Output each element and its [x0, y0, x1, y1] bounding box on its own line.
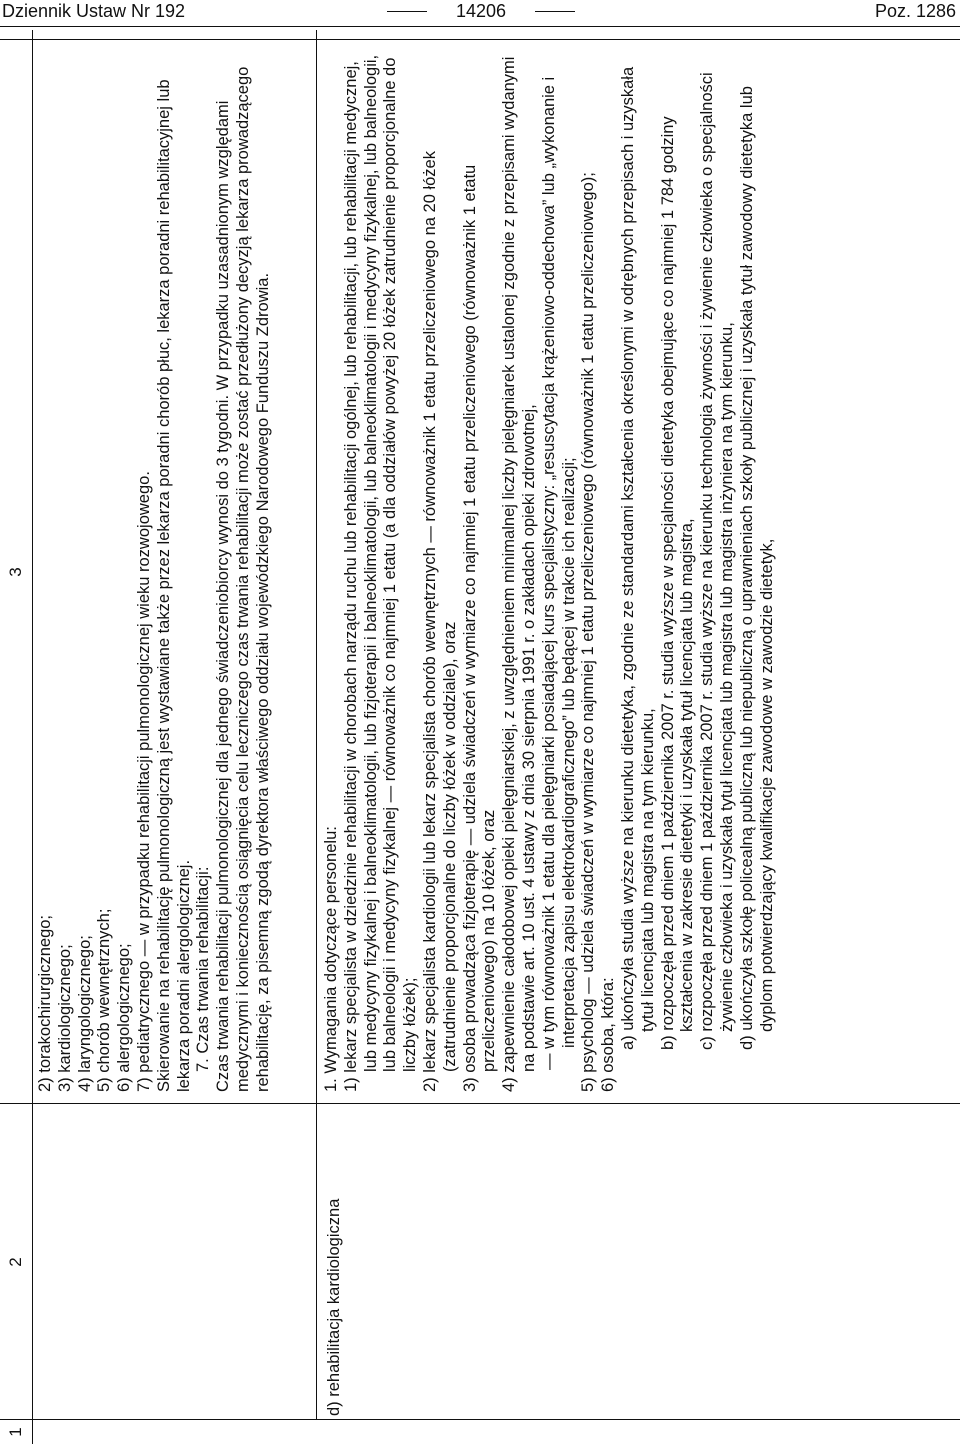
journal-title: Dziennik Ustaw Nr 192 [2, 1, 186, 21]
list-item: b) rozpoczęła przed dniem 1 października 2007 r. studia wyższe w specjalności dietetyka obejmujące co najmniej 1 784 godziny kształcenia w zakresie dietetyki i uzyskała tytuł licencjata lub magistra, [658, 116, 697, 1050]
col-number-2: 2 [6, 1257, 25, 1267]
list-item: 4) laryngologicznego; [75, 935, 94, 1092]
list-item: 5) chorób wewnętrznych; [95, 908, 114, 1092]
list-item: 3) kardiologicznego; [55, 944, 74, 1092]
block-2 [322, 52, 777, 1092]
list-item: c) rozpoczęła przed dniem 1 października 2007 r. studia wyższe na kierunku technologia żywności i żywienie człowieka o specjalności żywienie człowieka i uzyskała tytuł licencjata lub magistra lub magistra inżyniera na tym kierunku, [698, 72, 736, 1050]
list-item: d) ukończyła szkołę policealną publiczną lub niepubliczną o uprawnieniach szkoły publicznej i uzyskała tytuł zawodowy dietetyka lub dyplom potwierdzający kwalifikacje zawodowe w zawodzie dietetyk, [737, 86, 776, 1050]
table-border-right [0, 39, 960, 40]
col-divider-2 [0, 1103, 960, 1104]
list-item: 3) osoba prowadząca fizjoterapię — udziela świadczeń w wymiarze co najmniej 1 etatu przeliczeniowego (równoważnik 1 etatu przeliczeniowego) na 10 łóżek, oraz [460, 164, 499, 1092]
section-heading: 1. Wymagania dotyczące personelu: [322, 826, 340, 1092]
block-1 [36, 52, 274, 1092]
page-number: 14206 [435, 0, 527, 22]
section-heading: 7. Czas trwania rehabilitacji: [194, 866, 213, 1072]
position-number: Poz. 1286 [874, 1, 956, 21]
list-item: a) ukończyła studia wyższe na kierunku dietetyka, zgodnie ze standardami kształcenia określonymi w odrębnych przepisach i uzyskała tytuł licencjata lub magistra na tym kierunku, [618, 66, 657, 1050]
list-item: 2) lekarz specjalista kardiologii lub lekarz specjalista chorób wewnętrznych — równoważnik 1 etatu przeliczeniowego na 20 łóżek (zatrudnienie proporcjonalne do liczby łóżek w oddziale), oraz [420, 151, 459, 1092]
col-divider-1 [0, 1419, 960, 1420]
row-divider [316, 30, 317, 1420]
page-header [0, 0, 960, 30]
col-number-1: 1 [6, 1427, 25, 1437]
paragraph: Czas trwania rehabilitacji pulmonologicznej dla jednego świadczeniobiorcy wynosi do 3 tygodni. W przypadku uzasadnionym względami medycznymi i koniecznością osiągnięcia celu leczniczego czas trwania rehabilitacji może zostać przedłużony decyzją lekarza prowadzącego rehabilitację, za pisemną zgodą dyrektora właściwego oddziału wojewódzkiego Narodowego Funduszu Zdrowia. [214, 66, 272, 1092]
header-rule [0, 26, 960, 27]
paragraph: Skierowanie na rehabilitację pulmonologiczną jest wystawiane także przez lekarza poradni chorób płuc, lekarza poradni rehabilitacyjnej lub lekarza poradni alergologicznej. [154, 79, 193, 1092]
rotated-table [0, 30, 960, 1444]
list-item: 4) zapewnienie całodobowej opieki pielęgniarskiej, z uwzględnieniem minimalnej liczby pielęgniarek ustalonej zgodnie z przepisami wydanymi na podstawie art. 10 ust. 4 ustawy z dnia 30 sierpnia 1991 r. o zakładach opieki zdrowotnej, [500, 56, 538, 1092]
row-label-rehabilitacja-kardiologiczna: d) rehabilitacja kardiologiczna [325, 1198, 343, 1416]
list-item: 1) lekarz specjalista w dziedzinie rehabilitacji w chorobach narządu ruchu lub rehabilitacji ogólnej, lub rehabilitacji, lub rehabilitacji medycznej, lub medycyny fizykalnej i balneoklimatologii, lub fizjoterapii i balneoklimatologii, lub balneoklimatologii i medycyny fizykalnej, lub balneologii, lub balneologii i medycyny fizykalnej — równoważnik co najmniej 1 etatu (a dla oddziałów powyżej 20 łóżek zatrudnienie proporcjonalne do liczby łóżek); [341, 54, 420, 1092]
list-item: — w tym równoważnik 1 etatu dla pielęgniarki posiadającej kurs specjalistyczny: „resuscytacja krążeniowo-oddechowa” lub „wykonanie i interpretacja zapisu elektrokardiograficznego” lub będącej w trakcie ich realizacji; [539, 76, 578, 1070]
list-item: 6) osoba, która: [599, 977, 618, 1092]
col-number-3: 3 [6, 567, 25, 577]
list-item: 7) pediatrycznego — w przypadku rehabilitacji pulmonologicznej wieku rozwojowego. [134, 471, 153, 1092]
list-item: 5) psycholog — udziela świadczeń w wymiarze co najmniej 1 etatu przeliczeniowego (równoważnik 1 etatu przeliczeniowego); [579, 172, 598, 1092]
list-item: 2) torakochirurgicznego; [36, 914, 54, 1092]
list-item: 6) alergologicznego; [115, 943, 134, 1092]
header-row-rule [32, 30, 33, 1444]
